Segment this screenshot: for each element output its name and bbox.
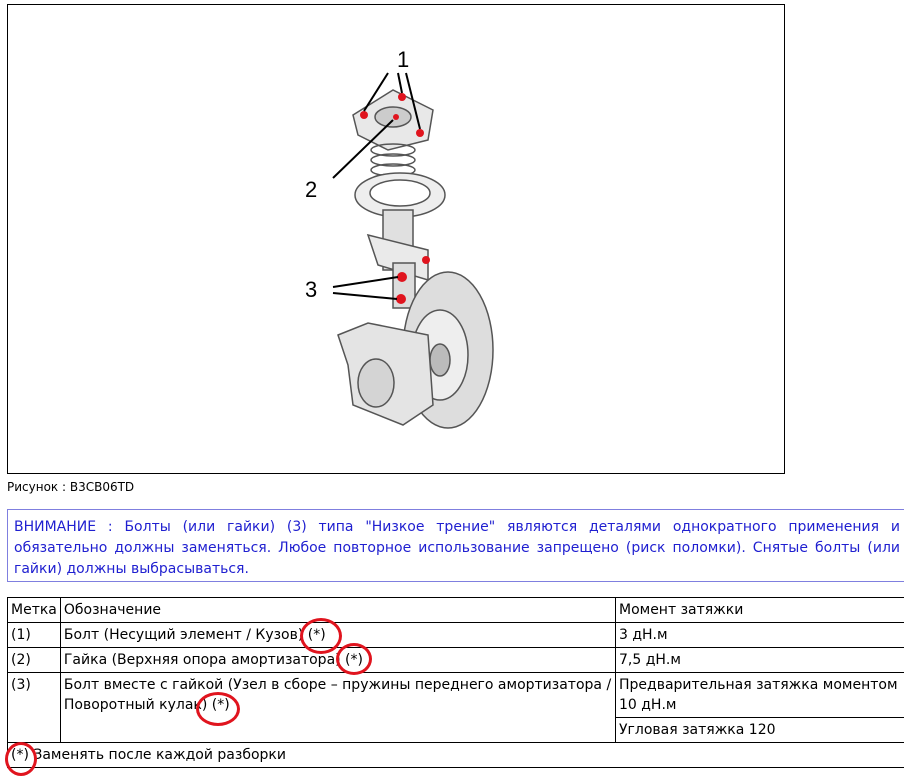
callout-1: 1: [397, 47, 410, 72]
callout-2: 2: [305, 177, 318, 202]
brake-caliper: [338, 323, 433, 425]
row-torque: 3 дН.м: [615, 623, 904, 648]
table-footnote-row: [8, 743, 904, 768]
warning-text: ВНИМАНИЕ : Болты (или гайки) (3) типа "Низкое трение" являются деталями однократного применения и обязательно должны заменяться. Любое повторное использование запрещено (риск поломки). Снятые болты (или гайки) должны выбрасываться.: [14, 519, 900, 577]
row-mark: (3): [8, 673, 61, 743]
table-row: [8, 623, 904, 648]
row-torque: 7,5 дН.м: [615, 648, 904, 673]
table-row: [8, 673, 904, 718]
row-name: Гайка (Верхняя опора амортизатора) (*): [60, 648, 615, 673]
table-row: [8, 648, 904, 673]
suspension-strut-illustration: [8, 5, 784, 473]
warning-notice: [7, 509, 904, 582]
figure-caption: Рисунок : B3CB06TD: [7, 480, 135, 494]
row-name: Болт вместе с гайкой (Узел в сборе – пружины переднего амортизатора / Поворотный кулак) (*): [60, 673, 615, 743]
row-mark: (1): [8, 623, 61, 648]
header-name: Обозначение: [60, 598, 615, 623]
header-mark: Метка: [8, 598, 61, 623]
row-name: Болт (Несущий элемент / Кузов) (*): [60, 623, 615, 648]
torque-table: [7, 597, 904, 768]
row-torque-extra: Угловая затяжка 120: [615, 718, 904, 743]
row-torque: Предварительная затяжка моментом 10 дН.м: [615, 673, 904, 718]
table-header-row: [8, 598, 904, 623]
callout-3: 3: [305, 277, 318, 302]
row-mark: (2): [8, 648, 61, 673]
figure-frame: [7, 4, 785, 474]
header-torque: Момент затяжки: [615, 598, 904, 623]
footnote: (*) Заменять после каждой разборки: [8, 743, 904, 768]
